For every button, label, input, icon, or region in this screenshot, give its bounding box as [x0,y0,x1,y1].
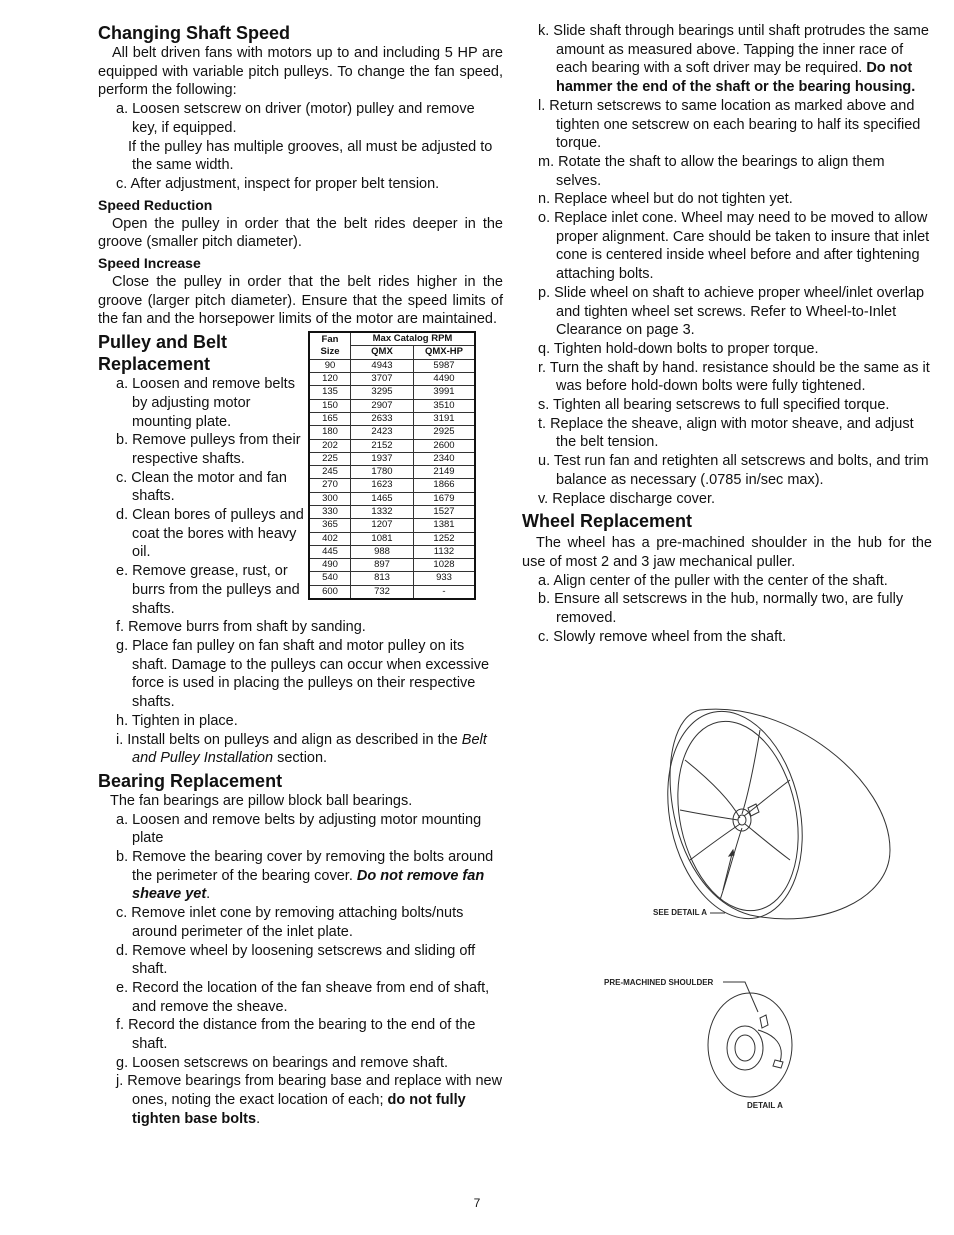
table-cell: 897 [351,559,414,572]
bearing-intro: The fan bearings are pillow block ball bearings. [110,792,413,809]
table-cell: 225 [309,452,351,465]
page-number: 7 [473,1196,481,1210]
table-header-max-rpm: Max Catalog RPM [351,332,476,346]
table-cell: 365 [309,519,351,532]
bearing-step: v. Replace discharge cover. [538,490,716,507]
changing-step-c: c. After adjustment, inspect for proper belt tension. [116,175,440,192]
table-cell: 1332 [351,506,414,519]
changing-step-a: a. Loosen setscrew on driver (motor) pulley and remove key, if equipped. [116,101,475,136]
pulley-step-i: i. Install belts on pulleys and align as described in the Belt and Pulley Installation section. [116,731,487,767]
pulley-step: f. Remove burrs from shaft by sanding. [116,619,366,636]
table-cell: 3510 [414,399,476,412]
table-cell: 2633 [351,412,414,425]
table-cell: 540 [309,572,351,585]
table-cell: 150 [309,399,351,412]
bearing-step-k: k. Slide shaft through bearings until shaft protrudes the same amount as measured above. Tapping the inner race of each bearing with a soft driver may be required. Do not hammer the end of the shaft or the bearing housing. [538,23,929,96]
table-row [309,399,475,412]
bearing-step: t. Replace the sheave, align with motor sheave, and adjust the belt tension. [538,415,914,451]
table-cell: 4943 [351,359,414,372]
table-cell: 1623 [351,479,414,492]
table-row [309,559,475,572]
table-row [309,426,475,439]
table-cell: - [414,585,476,599]
bearing-step: u. Test run fan and retighten all setscrews and bolts, and trim balance as necessary (.0785 in/sec max). [538,453,929,488]
bearing-step-b: b. Remove the bearing cover by removing the bolts around the perimeter of the bearing cover. Do not remove fan sheave yet. [116,849,494,903]
table-cell: 1132 [414,545,476,558]
table-cell: 3191 [414,412,476,425]
right-column [522,22,932,647]
table-cell: 1866 [414,479,476,492]
table-row [309,492,475,505]
table-cell: 2152 [351,439,414,452]
table-cell: 135 [309,386,351,399]
bearing-step: m. Rotate the shaft to allow the bearings to align them selves. [538,153,885,189]
bearing-step: e. Record the location of the fan sheave from end of shaft, and remove the sheave. [116,979,490,1015]
table-cell: 3707 [351,373,414,386]
table-cell: 1381 [414,519,476,532]
table-cell: 1081 [351,532,414,545]
table-row [309,452,475,465]
max-rpm-table [308,331,476,600]
table-header-qmxhp: QMX-HP [414,346,476,359]
table-cell: 3991 [414,386,476,399]
table-cell: 330 [309,506,351,519]
table-cell: 270 [309,479,351,492]
bearing-step: s. Tighten all bearing setscrews to full specified torque. [538,397,890,414]
left-column [98,22,503,1129]
bearing-step-j: j. Remove bearings from bearing base and replace with new ones, noting the exact location of each; do not fully tighten base bolts. [116,1073,503,1127]
table-cell: 1527 [414,506,476,519]
pulley-step: g. Place fan pulley on fan shaft and motor pulley on its shaft. Damage to the pulleys can occur when excessive force is used in placing the pulleys on their respective shafts. [116,637,490,711]
table-row [309,572,475,585]
table-row [309,545,475,558]
changing-intro: All belt driven fans with motors up to and including 5 HP are equipped with variable pitch pulleys. To change the fan speed, perform the following: [98,45,503,99]
table-cell: 1780 [351,466,414,479]
table-cell: 1937 [351,452,414,465]
bearing-step: p. Slide wheel on shaft to achieve proper wheel/inlet overlap and tighten wheel set screws. Refer to Wheel-to-Inlet Clearance on page 3. [538,284,925,339]
changing-step-a-note: If the pulley has multiple grooves, all must be adjusted to the same width. [128,138,493,174]
table-cell: 1207 [351,519,414,532]
table-cell: 1465 [351,492,414,505]
table-header-qmx: QMX [351,346,414,359]
pre-machined-shoulder-label: PRE-MACHINED SHOULDER [604,978,714,987]
table-cell: 988 [351,545,414,558]
table-row [309,585,475,599]
table-cell: 2149 [414,466,476,479]
pulley-step: c. Clean the motor and fan shafts. [116,469,287,505]
bearing-step: f. Record the distance from the bearing to the end of the shaft. [116,1017,476,1053]
wheel-replacement-heading: Wheel Replacement [522,511,693,532]
table-row [309,519,475,532]
speed-increase-text: Close the pulley in order that the belt rides higher in the groove (larger pitch diameter). Ensure that the speed limits of the fan and the horsepower limits of the motor are maintained. [98,274,503,328]
table-cell: 2423 [351,426,414,439]
table-cell: 3295 [351,386,414,399]
changing-shaft-speed-heading: Changing Shaft Speed [98,23,291,43]
table-cell: 2925 [414,426,476,439]
bearing-step: d. Remove wheel by loosening setscrews and sliding off shaft. [116,942,476,978]
table-header-fan-size: Fan Size [309,332,351,359]
pulley-step: a. Loosen and remove belts by adjusting motor mounting plate. [116,376,295,430]
table-cell: 2340 [414,452,476,465]
table-row [309,532,475,545]
table-cell: 813 [351,572,414,585]
table-cell: 202 [309,439,351,452]
table-cell: 5987 [414,359,476,372]
table-cell: 490 [309,559,351,572]
table-cell: 300 [309,492,351,505]
table-row [309,479,475,492]
table-cell: 165 [309,412,351,425]
table-row [309,373,475,386]
bearing-replacement-heading: Bearing Replacement [98,770,283,791]
bearing-step: r. Turn the shaft by hand. resistance should be the same as it was before hold-down bolts were fully tightened. [538,359,930,395]
table-row [309,506,475,519]
bearing-step: c. Remove inlet cone by removing attaching bolts/nuts around perimeter of the inlet plate. [116,905,464,940]
see-detail-label: SEE DETAIL A [653,908,708,917]
table-cell: 1252 [414,532,476,545]
bearing-step: n. Replace wheel but do not tighten yet. [538,191,793,208]
table-cell: 600 [309,585,351,599]
table-cell: 2600 [414,439,476,452]
detail-a-label: DETAIL A [747,1101,783,1110]
table-row [309,359,475,372]
table-cell: 120 [309,373,351,386]
speed-reduction-heading: Speed Reduction [98,196,213,213]
table-cell: 933 [414,572,476,585]
wheel-step: b. Ensure all setscrews in the hub, normally two, are fully removed. [538,591,904,627]
table-row [309,439,475,452]
table-cell: 245 [309,466,351,479]
table-cell: 402 [309,532,351,545]
table-cell: 732 [351,585,414,599]
wheel-step: c. Slowly remove wheel from the shaft. [538,628,787,645]
pulley-section [98,331,503,618]
table-cell: 180 [309,426,351,439]
table-cell: 4490 [414,373,476,386]
wheel-figure [590,700,950,1130]
table-cell: 2907 [351,399,414,412]
bearing-step: l. Return setscrews to same location as marked above and tighten one setscrew on each bearing to half its specified torque. [538,97,921,152]
table-row [309,466,475,479]
pulley-step: e. Remove grease, rust, or burrs from the pulleys and shafts. [116,563,300,617]
table-cell: 1028 [414,559,476,572]
speed-reduction-text: Open the pulley in order that the belt rides deeper in the groove (smaller pitch diameter). [98,215,503,251]
table-cell: 90 [309,359,351,372]
pulley-step: b. Remove pulleys from their respective shafts. [116,432,301,467]
pulley-step: d. Clean bores of pulleys and coat the bores with heavy oil. [116,507,304,561]
bearing-step: g. Loosen setscrews on bearings and remove shaft. [116,1054,449,1071]
table-row [309,412,475,425]
table-row [309,386,475,399]
wheel-intro: The wheel has a pre-machined shoulder in the hub for the use of most 2 and 3 jaw mechanical puller. [522,535,932,570]
table-cell: 445 [309,545,351,558]
bearing-step: a. Loosen and remove belts by adjusting motor mounting plate [116,811,482,847]
speed-increase-heading: Speed Increase [98,255,201,272]
bearing-step: o. Replace inlet cone. Wheel may need to be moved to allow proper alignment. Care should be taken to insure that inlet cone is centered inside wheel before and after tightening attaching bolts. [538,210,930,283]
bearing-step: q. Tighten hold-down bolts to proper torque. [538,340,819,357]
wheel-step: a. Align center of the puller with the center of the shaft. [538,572,888,589]
pulley-belt-heading: Pulley and Belt Replacement [98,332,228,375]
table-cell: 1679 [414,492,476,505]
pulley-step: h. Tighten in place. [116,712,238,729]
